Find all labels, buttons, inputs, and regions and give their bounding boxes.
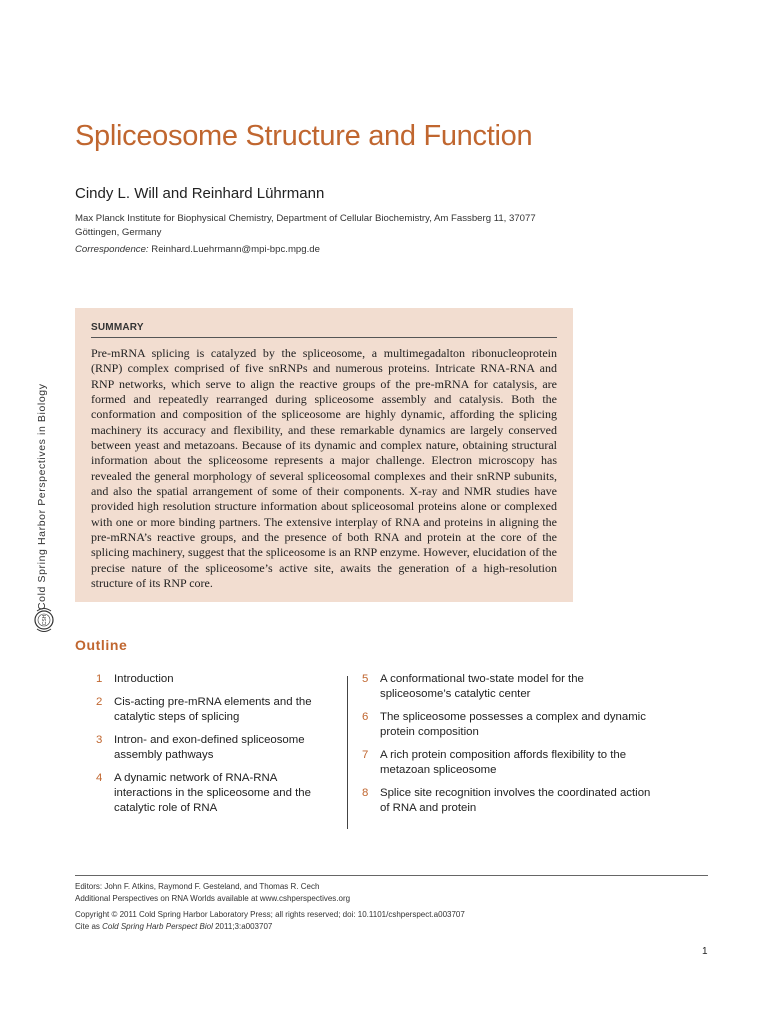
outline-item[interactable] [362,786,652,816]
correspondence [75,244,320,255]
outline-item-number: 6 [362,711,369,723]
footer-additional: Additional Perspectives on RNA Worlds available at www.cshperspectives.org [75,893,351,903]
outline-item-number: 4 [96,772,103,784]
correspondence-label: Correspondence: [75,244,149,255]
outline-divider [347,676,348,829]
outline-item[interactable] [96,733,336,763]
summary-box [75,308,573,602]
outline-item-text: Introduction [114,673,174,685]
outline-item-number: 3 [96,734,103,746]
article-authors: Cindy L. Will and Reinhard Lührmann [75,185,325,202]
outline-item-text: Intron- and exon-defined spliceosome assembly pathways [114,734,305,761]
cite-suffix: 2011;3:a003707 [215,921,273,931]
cite-journal: Cold Spring Harb Perspect Biol [102,921,213,931]
footer-copyright: Copyright © 2011 Cold Spring Harbor Laboratory Press; all rights reserved; doi: 10.1101/cshperspect.a003707 [75,910,465,919]
outline-item-text: A rich protein composition affords flexibility to the metazoan spliceosome [380,749,627,776]
footer-editors-block [75,881,695,904]
footer-cite [75,921,695,933]
footer-rule [75,875,708,876]
summary-text: Pre-mRNA splicing is catalyzed by the spliceosome, a multimegadalton ribonucleoprotein (RNP) complex comprised of five snRNPs and numerous proteins. Intricate RNA-RNA and RNP networks, which serve to align the reactive groups of the pre-mRNA for catalysis, are formed and repeatedly rearranged during spliceosome assembly and catalysis. Both the conformation and composition of the spliceosome are highly dynamic, affording the splicing machinery its accuracy and flexibility, and these remarkable dynamics are largely conserved between yeast and metazoans. Because of its dynamic and complex nature, obtaining structural information about the spliceosome represents a major challenge. Electron microscopy has revealed the general morphology of several spliceosomal complexes and their snRNP subunits, and also the spatial arrangement of some of their components. X-ray and NMR studies have provided high resolution structure information about spliceosomal proteins alone or complexed with one or more binding partners. The extensive interplay of RNA and proteins in aligning the pre-mRNA’s reactive groups, and the presence of both RNA and protein at the core of the splicing machinery, suggest that the spliceosome is an RNP enzyme. However, elucidation of the precise nature of the spliceosome’s active site, awaits the generation of a high-resolution structure of its RNP core. [91,346,557,591]
outline-item[interactable] [96,672,336,687]
outline-item[interactable] [362,672,652,702]
outline-list-left [96,672,336,824]
page-number: 1 [702,946,708,957]
outline-item-number: 1 [96,673,103,685]
outline-item-text: A dynamic network of RNA-RNA interactions in the spliceosome and the catalytic role of RNA [114,772,311,814]
outline-item[interactable] [96,695,336,725]
outline-item-text: A conformational two-state model for the spliceosome’s catalytic center [380,673,584,700]
cite-prefix: Cite as [75,921,100,931]
correspondence-email[interactable]: Reinhard.Luehrmann@mpi-bpc.mpg.de [151,244,320,255]
outline-item-text: Splice site recognition involves the coordinated action of RNA and protein [380,787,651,814]
outline-item[interactable] [362,710,652,740]
outline-item-text: The spliceosome possesses a complex and dynamic protein composition [380,711,646,738]
author-affiliation [75,212,575,240]
outline-item-number: 8 [362,787,369,799]
outline-item-number: 7 [362,749,369,761]
footer-editors: Editors: John F. Atkins, Raymond F. Gesteland, and Thomas R. Cech [75,882,320,891]
outline-list-right [362,672,652,824]
summary-heading: SUMMARY [91,322,557,338]
footer-citation-block [75,909,695,932]
outline-item-number: 2 [96,696,103,708]
outline-heading: Outline [75,637,128,653]
outline-item[interactable] [362,748,652,778]
svg-text:CSH: CSH [42,614,48,626]
journal-sidebar-label: Cold Spring Harbor Perspectives in Biology [36,383,48,610]
affiliation-line-2: Göttingen, Germany [75,227,162,238]
outline-item-text: Cis-acting pre-mRNA elements and the catalytic steps of splicing [114,696,312,723]
outline-item-number: 5 [362,673,369,685]
affiliation-line-1: Max Planck Institute for Biophysical Chemistry, Department of Cellular Biochemistry, Am Fassberg 11, 37077 [75,213,536,224]
outline-item[interactable] [96,771,336,816]
article-title: Spliceosome Structure and Function [75,120,533,152]
csh-logo-icon [33,607,55,637]
